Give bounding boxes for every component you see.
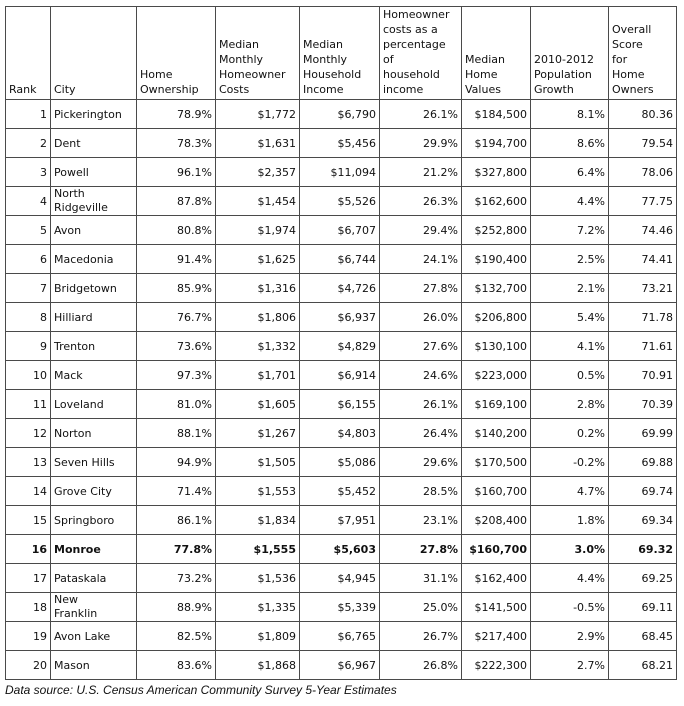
table-row [6,361,677,390]
header-line: costs as a [383,23,438,36]
table-row [6,274,677,303]
score-cell: 68.21 [609,651,677,680]
income-cell: $6,967 [300,651,380,680]
header-line: Monthly [303,53,348,66]
score-cell: 74.41 [609,245,677,274]
growth-cell: 4.4% [531,187,609,216]
percentage-cell: 29.6% [380,448,462,477]
income-cell: $5,452 [300,477,380,506]
growth-cell: 1.8% [531,506,609,535]
table-row [6,303,677,332]
ownership-cell: 86.1% [137,506,216,535]
rank-cell: 19 [6,622,51,651]
city-name-line: Avon Lake [54,629,111,643]
growth-cell: 8.1% [531,100,609,129]
percentage-cell: 23.1% [380,506,462,535]
city-name-line: Monroe [54,542,101,556]
home-values-cell: $222,300 [462,651,531,680]
growth-cell: -0.2% [531,448,609,477]
city-cell [51,274,137,303]
percentage-cell: 26.7% [380,622,462,651]
score-cell: 71.78 [609,303,677,332]
city-name-line: Macedonia [54,252,114,266]
costs-cell: $1,868 [216,651,300,680]
home-values-cell: $169,100 [462,390,531,419]
score-cell: 70.39 [609,390,677,419]
ownership-cell: 97.3% [137,361,216,390]
city-cell [51,651,137,680]
ownership-cell: 80.8% [137,216,216,245]
home-values-cell: $140,200 [462,419,531,448]
header-line: Income [303,83,344,96]
ownership-cell: 83.6% [137,651,216,680]
income-cell: $5,339 [300,593,380,622]
home-values-cell: $160,700 [462,477,531,506]
percentage-cell: 24.6% [380,361,462,390]
rankings-table [5,6,677,680]
header-line: Median [465,53,506,66]
city-name-line: New [54,593,78,606]
home-values-cell: $170,500 [462,448,531,477]
ownership-cell: 87.8% [137,187,216,216]
header-costs-percentage [380,7,462,100]
city-name-line: Grove City [54,484,112,498]
city-cell [51,332,137,361]
city-cell [51,390,137,419]
costs-cell: $1,701 [216,361,300,390]
header-line: for [612,53,628,66]
growth-cell: -0.5% [531,593,609,622]
table-row [6,390,677,419]
header-line: Median [303,38,344,51]
city-name-line: Seven Hills [54,455,115,469]
city-cell [51,622,137,651]
costs-cell: $1,974 [216,216,300,245]
growth-cell: 0.5% [531,361,609,390]
rank-cell: 13 [6,448,51,477]
costs-cell: $1,267 [216,419,300,448]
score-cell: 69.99 [609,419,677,448]
header-line: Population [534,68,592,81]
home-values-cell: $160,700 [462,535,531,564]
home-values-cell: $206,800 [462,303,531,332]
score-cell: 69.11 [609,593,677,622]
header-line: percentage [383,38,446,51]
header-line: Home [465,68,498,81]
table-row [6,535,677,564]
city-cell [51,216,137,245]
home-values-cell: $141,500 [462,593,531,622]
costs-cell: $1,631 [216,129,300,158]
header-row [6,7,677,100]
income-cell: $6,765 [300,622,380,651]
table-row [6,158,677,187]
header-population-growth [531,7,609,100]
city-cell [51,593,137,622]
percentage-cell: 26.0% [380,303,462,332]
percentage-cell: 29.4% [380,216,462,245]
header-line: of [383,53,394,66]
home-values-cell: $223,000 [462,361,531,390]
city-name-line: Avon [54,223,82,237]
costs-cell: $1,809 [216,622,300,651]
table-row [6,593,677,622]
ownership-cell: 78.9% [137,100,216,129]
rank-cell: 2 [6,129,51,158]
costs-cell: $1,332 [216,332,300,361]
growth-cell: 4.4% [531,564,609,593]
percentage-cell: 27.8% [380,535,462,564]
city-cell [51,100,137,129]
score-cell: 70.91 [609,361,677,390]
costs-cell: $1,316 [216,274,300,303]
city-name-line: Trenton [54,339,96,353]
table-row [6,651,677,680]
income-cell: $4,945 [300,564,380,593]
city-cell [51,477,137,506]
percentage-cell: 27.8% [380,274,462,303]
percentage-cell: 26.1% [380,390,462,419]
header-line: income [383,83,424,96]
costs-cell: $1,555 [216,535,300,564]
rank-cell: 4 [6,187,51,216]
costs-cell: $1,454 [216,187,300,216]
header-line: Ownership [140,83,199,96]
home-values-cell: $130,100 [462,332,531,361]
costs-cell: $1,335 [216,593,300,622]
growth-cell: 8.6% [531,129,609,158]
header-line: Homeowner [219,68,286,81]
score-cell: 74.46 [609,216,677,245]
income-cell: $4,829 [300,332,380,361]
costs-cell: $1,553 [216,477,300,506]
city-cell [51,361,137,390]
header-monthly-costs [216,7,300,100]
city-cell [51,564,137,593]
table-row [6,216,677,245]
growth-cell: 5.4% [531,303,609,332]
costs-cell: $1,605 [216,390,300,419]
percentage-cell: 21.2% [380,158,462,187]
income-cell: $6,790 [300,100,380,129]
city-cell [51,129,137,158]
percentage-cell: 27.6% [380,332,462,361]
header-line: Values [465,83,501,96]
rank-cell: 7 [6,274,51,303]
rank-cell: 14 [6,477,51,506]
costs-cell: $2,357 [216,158,300,187]
header-line: Homeowner [383,8,450,21]
table-row [6,448,677,477]
ownership-cell: 77.8% [137,535,216,564]
home-values-cell: $162,400 [462,564,531,593]
header-line: Owners [612,83,654,96]
ownership-cell: 81.0% [137,390,216,419]
city-name-line: Ridgeville [54,201,108,214]
income-cell: $5,603 [300,535,380,564]
growth-cell: 2.5% [531,245,609,274]
score-cell: 79.54 [609,129,677,158]
city-cell [51,448,137,477]
costs-cell: $1,505 [216,448,300,477]
ownership-cell: 91.4% [137,245,216,274]
costs-cell: $1,536 [216,564,300,593]
table-row [6,622,677,651]
income-cell: $5,526 [300,187,380,216]
city-name-line: North [54,187,85,200]
table-row [6,506,677,535]
ownership-cell: 94.9% [137,448,216,477]
data-source-note: Data source: U.S. Census American Community Survey 5-Year Estimates [5,683,397,697]
percentage-cell: 24.1% [380,245,462,274]
growth-cell: 4.7% [531,477,609,506]
header-rank: Rank [6,7,51,100]
header-line: Monthly [219,53,264,66]
ownership-cell: 73.6% [137,332,216,361]
growth-cell: 4.1% [531,332,609,361]
growth-cell: 0.2% [531,419,609,448]
home-values-cell: $327,800 [462,158,531,187]
table-wrapper [5,6,677,680]
city-cell [51,245,137,274]
growth-cell: 2.9% [531,622,609,651]
city-cell [51,535,137,564]
income-cell: $6,155 [300,390,380,419]
ownership-cell: 73.2% [137,564,216,593]
header-overall-score [609,7,677,100]
score-cell: 71.61 [609,332,677,361]
rank-cell: 6 [6,245,51,274]
score-cell: 69.88 [609,448,677,477]
header-line: household [383,68,440,81]
home-values-cell: $194,700 [462,129,531,158]
city-cell [51,158,137,187]
rank-cell: 8 [6,303,51,332]
income-cell: $6,937 [300,303,380,332]
percentage-cell: 26.8% [380,651,462,680]
growth-cell: 6.4% [531,158,609,187]
ownership-cell: 96.1% [137,158,216,187]
header-home-ownership [137,7,216,100]
home-values-cell: $208,400 [462,506,531,535]
ownership-cell: 88.9% [137,593,216,622]
score-cell: 77.75 [609,187,677,216]
percentage-cell: 26.4% [380,419,462,448]
rank-cell: 16 [6,535,51,564]
income-cell: $4,803 [300,419,380,448]
city-cell [51,506,137,535]
home-values-cell: $162,600 [462,187,531,216]
score-cell: 69.74 [609,477,677,506]
income-cell: $6,744 [300,245,380,274]
growth-cell: 2.8% [531,390,609,419]
header-line: Household [303,68,362,81]
table-row [6,477,677,506]
city-name-line: Mack [54,368,83,382]
score-cell: 69.34 [609,506,677,535]
score-cell: 69.32 [609,535,677,564]
city-name-line: Springboro [54,513,115,527]
header-line: Score [612,38,643,51]
score-cell: 68.45 [609,622,677,651]
ownership-cell: 71.4% [137,477,216,506]
header-line: Costs [219,83,250,96]
header-home-values [462,7,531,100]
income-cell: $5,086 [300,448,380,477]
city-name-line: Franklin [54,607,98,620]
table-row [6,332,677,361]
growth-cell: 2.1% [531,274,609,303]
rank-cell: 17 [6,564,51,593]
home-values-cell: $184,500 [462,100,531,129]
home-values-cell: $190,400 [462,245,531,274]
score-cell: 69.25 [609,564,677,593]
score-cell: 80.36 [609,100,677,129]
table-row [6,129,677,158]
rank-cell: 15 [6,506,51,535]
rank-cell: 5 [6,216,51,245]
home-values-cell: $252,800 [462,216,531,245]
costs-cell: $1,834 [216,506,300,535]
home-values-cell: $217,400 [462,622,531,651]
ownership-cell: 78.3% [137,129,216,158]
table-row [6,187,677,216]
growth-cell: 2.7% [531,651,609,680]
city-name-line: Hilliard [54,310,93,324]
income-cell: $4,726 [300,274,380,303]
score-cell: 73.21 [609,274,677,303]
percentage-cell: 28.5% [380,477,462,506]
header-city: City [51,7,137,100]
city-name-line: Loveland [54,397,104,411]
rank-cell: 9 [6,332,51,361]
city-name-line: Pataskala [54,571,107,585]
ownership-cell: 82.5% [137,622,216,651]
rank-cell: 10 [6,361,51,390]
table-row [6,419,677,448]
header-line: Home [612,68,645,81]
ownership-cell: 85.9% [137,274,216,303]
costs-cell: $1,625 [216,245,300,274]
income-cell: $5,456 [300,129,380,158]
city-name-line: Mason [54,658,90,672]
table-row [6,100,677,129]
header-line: Median [219,38,260,51]
table-row [6,564,677,593]
percentage-cell: 26.3% [380,187,462,216]
costs-cell: $1,806 [216,303,300,332]
header-line: 2010-2012 [534,53,594,66]
header-line: Overall [612,23,652,36]
percentage-cell: 31.1% [380,564,462,593]
header-line: Growth [534,83,574,96]
home-values-cell: $132,700 [462,274,531,303]
income-cell: $6,914 [300,361,380,390]
rank-cell: 11 [6,390,51,419]
city-name-line: Bridgetown [54,281,117,295]
rank-cell: 20 [6,651,51,680]
city-name-line: Powell [54,165,89,179]
rank-cell: 18 [6,593,51,622]
income-cell: $11,094 [300,158,380,187]
rank-cell: 12 [6,419,51,448]
score-cell: 78.06 [609,158,677,187]
ownership-cell: 88.1% [137,419,216,448]
percentage-cell: 25.0% [380,593,462,622]
rank-cell: 1 [6,100,51,129]
percentage-cell: 26.1% [380,100,462,129]
city-cell [51,303,137,332]
city-name-line: Dent [54,136,81,150]
table-row [6,245,677,274]
header-household-income [300,7,380,100]
city-name-line: Norton [54,426,92,440]
growth-cell: 7.2% [531,216,609,245]
header-line: Home [140,68,173,81]
income-cell: $7,951 [300,506,380,535]
income-cell: $6,707 [300,216,380,245]
growth-cell: 3.0% [531,535,609,564]
city-cell [51,419,137,448]
rank-cell: 3 [6,158,51,187]
ownership-cell: 76.7% [137,303,216,332]
city-cell [51,187,137,216]
percentage-cell: 29.9% [380,129,462,158]
city-name-line: Pickerington [54,107,122,121]
costs-cell: $1,772 [216,100,300,129]
